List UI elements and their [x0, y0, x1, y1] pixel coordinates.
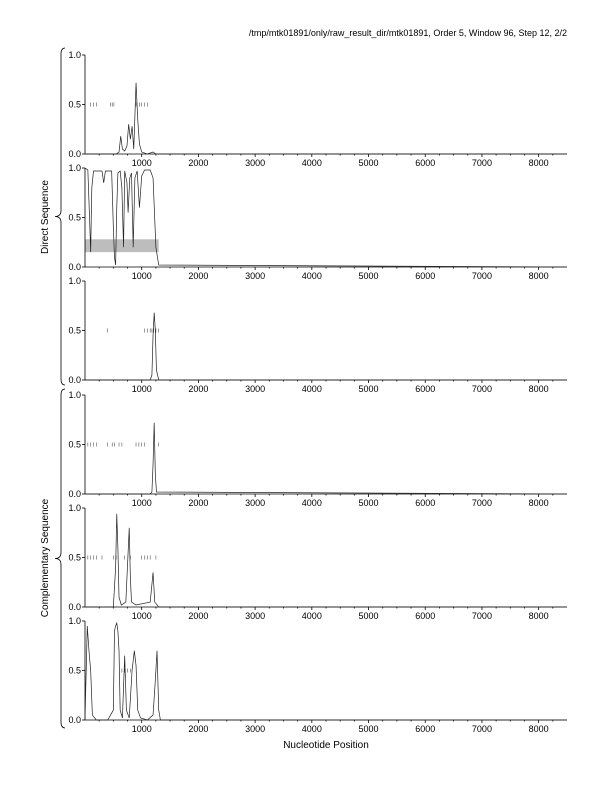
complementary-sequence-label: Complementary Sequence — [40, 498, 51, 618]
x-tick-label: 5000 — [358, 271, 379, 281]
y-tick-label: 1.0 — [68, 616, 81, 626]
x-tick-label: 4000 — [301, 724, 322, 734]
x-tick-label: 5000 — [358, 384, 379, 394]
x-tick-label: 6000 — [415, 384, 436, 394]
x-tick-label: 5000 — [358, 724, 379, 734]
x-tick-label: 3000 — [245, 158, 266, 168]
x-tick-label: 1000 — [131, 384, 152, 394]
x-tick-label: 6000 — [415, 611, 436, 621]
x-tick-label: 5000 — [358, 611, 379, 621]
series-line — [85, 83, 567, 154]
x-tick-label: 7000 — [471, 611, 492, 621]
x-tick-label: 1000 — [131, 158, 152, 168]
y-tick-label: 0.5 — [68, 439, 81, 450]
x-axis-title: Nucleotide Position — [283, 740, 369, 751]
x-tick-label: 3000 — [245, 498, 266, 508]
x-tick-label: 4000 — [301, 271, 322, 281]
x-tick-label: 2000 — [188, 271, 209, 281]
panel-5 — [68, 503, 567, 621]
x-tick-label: 8000 — [528, 724, 549, 734]
series-line — [85, 623, 567, 720]
y-tick-label: 1.0 — [68, 390, 81, 400]
panels — [68, 50, 567, 734]
series-line — [85, 514, 567, 607]
y-tick-label: 0.5 — [68, 552, 81, 563]
x-tick-label: 8000 — [528, 384, 549, 394]
x-tick-label: 3000 — [245, 271, 266, 281]
x-tick-label: 7000 — [471, 384, 492, 394]
chart-header: /tmp/mtk01891/only/raw_result_dir/mtk01891, Order 5, Window 96, Step 12, 2/2 — [248, 28, 567, 38]
series-line — [85, 313, 567, 380]
x-tick-label: 2000 — [188, 498, 209, 508]
panel-2 — [68, 163, 567, 281]
direct-sequence-brace — [55, 48, 65, 385]
complementary-sequence-brace — [55, 389, 65, 728]
y-tick-label: 0.0 — [68, 602, 81, 612]
y-tick-label: 0.5 — [68, 212, 81, 223]
x-tick-label: 1000 — [131, 498, 152, 508]
x-tick-label: 1000 — [131, 611, 152, 621]
panel-4 — [68, 390, 567, 508]
y-tick-label: 0.0 — [68, 149, 81, 159]
panel-1 — [68, 50, 567, 168]
x-tick-label: 6000 — [415, 271, 436, 281]
x-tick-label: 2000 — [188, 158, 209, 168]
y-tick-label: 0.0 — [68, 262, 81, 272]
x-tick-label: 8000 — [528, 611, 549, 621]
direct-sequence-label: Direct Sequence — [40, 180, 51, 254]
x-tick-label: 7000 — [471, 724, 492, 734]
x-tick-label: 3000 — [245, 611, 266, 621]
x-tick-label: 2000 — [188, 724, 209, 734]
x-tick-label: 7000 — [471, 498, 492, 508]
x-tick-label: 8000 — [528, 271, 549, 281]
x-tick-label: 8000 — [528, 158, 549, 168]
panel-6 — [68, 616, 567, 734]
x-tick-label: 7000 — [471, 271, 492, 281]
x-tick-label: 1000 — [131, 724, 152, 734]
shaded-band — [85, 239, 159, 252]
x-tick-label: 6000 — [415, 724, 436, 734]
series-line — [85, 423, 567, 494]
y-tick-label: 1.0 — [68, 276, 81, 286]
y-tick-label: 0.0 — [68, 489, 81, 499]
x-tick-label: 1000 — [131, 271, 152, 281]
panel-3 — [68, 276, 567, 394]
x-tick-label: 6000 — [415, 158, 436, 168]
group-braces — [55, 48, 65, 728]
x-tick-label: 8000 — [528, 498, 549, 508]
x-tick-label: 4000 — [301, 611, 322, 621]
x-tick-label: 4000 — [301, 384, 322, 394]
y-tick-label: 0.0 — [68, 715, 81, 725]
y-tick-label: 0.0 — [68, 375, 81, 385]
x-tick-label: 7000 — [471, 158, 492, 168]
x-tick-label: 6000 — [415, 498, 436, 508]
y-tick-label: 1.0 — [68, 50, 81, 60]
x-tick-label: 3000 — [245, 384, 266, 394]
x-tick-label: 4000 — [301, 498, 322, 508]
x-tick-label: 4000 — [301, 158, 322, 168]
x-tick-label: 2000 — [188, 384, 209, 394]
y-tick-label: 1.0 — [68, 163, 81, 173]
x-tick-label: 3000 — [245, 724, 266, 734]
y-tick-label: 1.0 — [68, 503, 81, 513]
y-tick-label: 0.5 — [68, 99, 81, 110]
x-tick-label: 2000 — [188, 611, 209, 621]
x-tick-label: 5000 — [358, 158, 379, 168]
x-tick-label: 5000 — [358, 498, 379, 508]
y-tick-label: 0.5 — [68, 325, 81, 336]
y-tick-label: 0.5 — [68, 665, 81, 676]
